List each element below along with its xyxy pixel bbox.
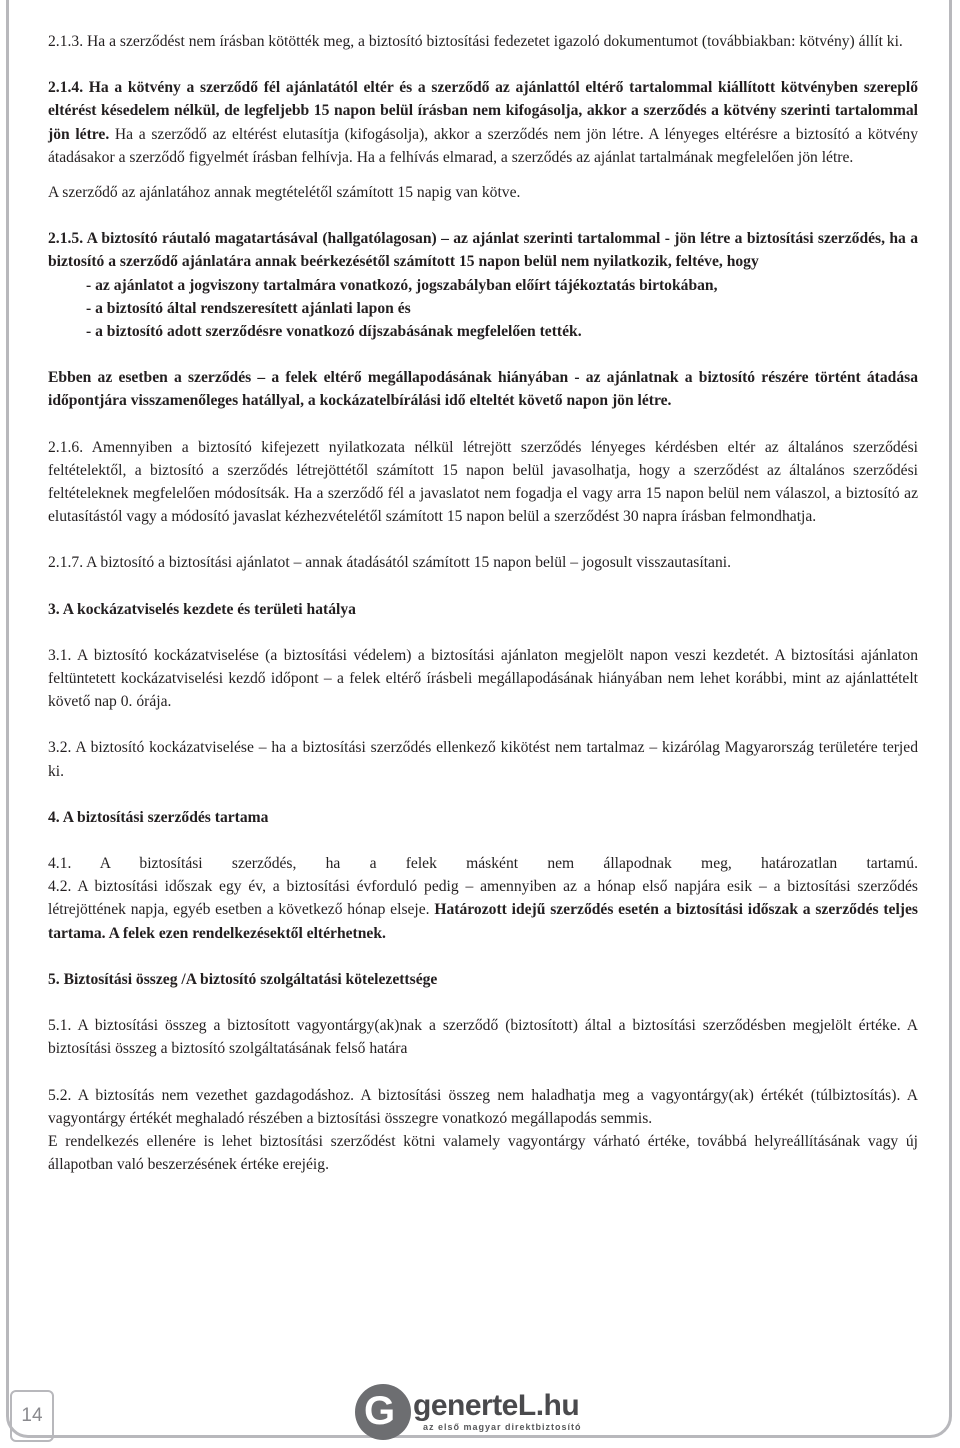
logo-circle-icon (355, 1384, 411, 1440)
section-5-2: 5.2. A biztosítás nem vezethet gazdagodáshoz. A biztosítási összeg nem haladhatja meg a vagyontárgy(ak) értékét (túlbiztosítás). A vagyontárgy értékét meghaladó részében a biztosítási összegre vonatkozó megállapodás semmis. (48, 1086, 918, 1127)
list-item: - a biztosító által rendszeresített ajánlati lapon és (86, 299, 411, 317)
section-2-1-4-bold: 2.1.4. Ha a kötvény a szerződő fél ajánlatától eltér és a szerződő az ajánlattól eltérő tartalommal kiállított kötvényben szereplő eltérést késedelem nélkül, de legfeljebb 15 napon belül írásban nem kifogásolja, akkor a szerződés a kötvény szerinti tartalommal jön létre. (48, 79, 918, 143)
list-item: - az ajánlatot a jogviszony tartalmára vonatkozó, jogszabályban előírt tájékoztatás birtokában, (86, 276, 718, 294)
section-5-1: 5.1. A biztosítási összeg a biztosított vagyontárgy(ak)nak a szerződő (biztosított) által a biztosítási szerződésben megjelölt értéke. A biztosítási összeg a biztosító szolgáltatásának felső határa (48, 1017, 918, 1058)
section-2-1-4-rest: Ha a szerződő az eltérést elutasítja (kifogásolja), akkor a szerződés nem jön létre. A lényeges eltérésre a biztosító a kötvény átadásakor a szerződő figyelmét írásban felhívja. Ha a felhívás elmarad, a szerződés az ajánlat tartalmának megfelelően jön létre. (48, 125, 918, 166)
section-2-1-6: 2.1.6. Amennyiben a biztosító kifejezett nyilatkozata nélkül létrejött szerződés lényeges kérdésben eltér az általános szerződési feltételektől, a biztosító a szerződés létrejöttétől számított 15 napon belül javasolhatja, hogy a szerződést az általános szerződési feltételeknek megfelelően módosítsák. Ha a szerződő fél a javaslatot nem fogadja el vagy arra 15 napon belül nem válaszol, a biztosító az elutasítástól vagy a módosító javaslat kézhezvételétől számított 15 napon belül a szerződést 30 napra írásban felmondhatja. (48, 438, 918, 526)
section-2-1-5-note: Ebben az esetben a szerződés – a felek eltérő megállapodásának hiányában - az ajánlatnak a biztosító részére történt átadása időpontjára visszamenőleges hatállyal, a kockázatelbírálási idő elteltét követő napon jön létre. (48, 369, 918, 410)
page-number: 14 (10, 1390, 54, 1442)
section-3-2: 3.2. A biztosító kockázatviselése – ha a biztosítási szerződés ellenkező kikötést nem tartalmaz – kizárólag Magyarország területére terjed ki. (48, 739, 918, 780)
section-4-2 (48, 875, 918, 945)
heading-section-4: 4. A biztosítási szerződés tartama (48, 808, 269, 826)
section-4-2-bold: Határozott idejű szerződés esetén a biztosítási időszak a szerződés teljes tartama. A felek ezen rendelkezésektől eltérhetnek. (48, 901, 918, 942)
genertel-logo (355, 1384, 595, 1440)
logo-tagline: az első magyar direktbiztosító (423, 1422, 582, 1432)
document-body (48, 30, 918, 1176)
heading-section-3: 3. A kockázatviselés kezdete és területi hatálya (48, 600, 356, 618)
section-2-1-4 (48, 76, 918, 169)
heading-section-5: 5. Biztosítási összeg /A biztosító szolgáltatási kötelezettsége (48, 970, 438, 988)
logo-name: generteL.hu (413, 1389, 580, 1422)
logo-letter: G (364, 1389, 396, 1433)
section-2-1-4-bound: A szerződő az ajánlatához annak megtételétől számított 15 napig van kötve. (48, 184, 521, 202)
section-5-2-continued: E rendelkezés ellenére is lehet biztosítási szerződést kötni valamely vagyontárgy várható értéke, továbbá helyreállításának vagy új állapotban való beszerzésének értéke erejéig. (48, 1132, 918, 1174)
section-2-1-5: 2.1.5. A biztosító ráutaló magatartásával (hallgatólagosan) – az ajánlat szerinti tartalommal - jön létre a biztosítási szerződés, ha a biztosító a szerződő ajánlatára annak beérkezésétől számított 15 napon belül nem nyilatkozik, feltéve, hogy (48, 230, 918, 271)
list-item: - a biztosító adott szerződésre vonatkozó díjszabásának megfelelően tették. (86, 323, 582, 341)
section-2-1-7: 2.1.7. A biztosító a biztosítási ajánlatot – annak átadásától számított 15 napon belül – jogosult visszautasítani. (48, 554, 731, 572)
section-3-1: 3.1. A biztosító kockázatviselése (a biztosítási védelem) a biztosítási ajánlaton megjelölt napon veszi kezdetét. A biztosítási ajánlaton feltüntetett kockázatviselési kezdő időpont – a felek eltérő írásbeli megállapodásának hiányában nem lehet korábbi, mint az ajánlattételt követő nap 0. órája. (48, 646, 918, 711)
section-4-2-text: 4.2. A biztosítási időszak egy év, a biztosítási évforduló pedig – amennyiben az a hónap első napjára esik – a biztosítási szerződés létrejöttének napja, egyéb esetben a következő hónap elseje. (48, 878, 918, 919)
section-2-1-3: 2.1.3. Ha a szerződést nem írásban kötötték meg, a biztosító biztosítási fedezetet igazoló dokumentumot (továbbiakban: kötvény) állít ki. (48, 33, 903, 50)
section-4-1: 4.1. A biztosítási szerződés, ha a felek másként nem állapodnak meg, határozatlan tartamú. (48, 855, 918, 873)
